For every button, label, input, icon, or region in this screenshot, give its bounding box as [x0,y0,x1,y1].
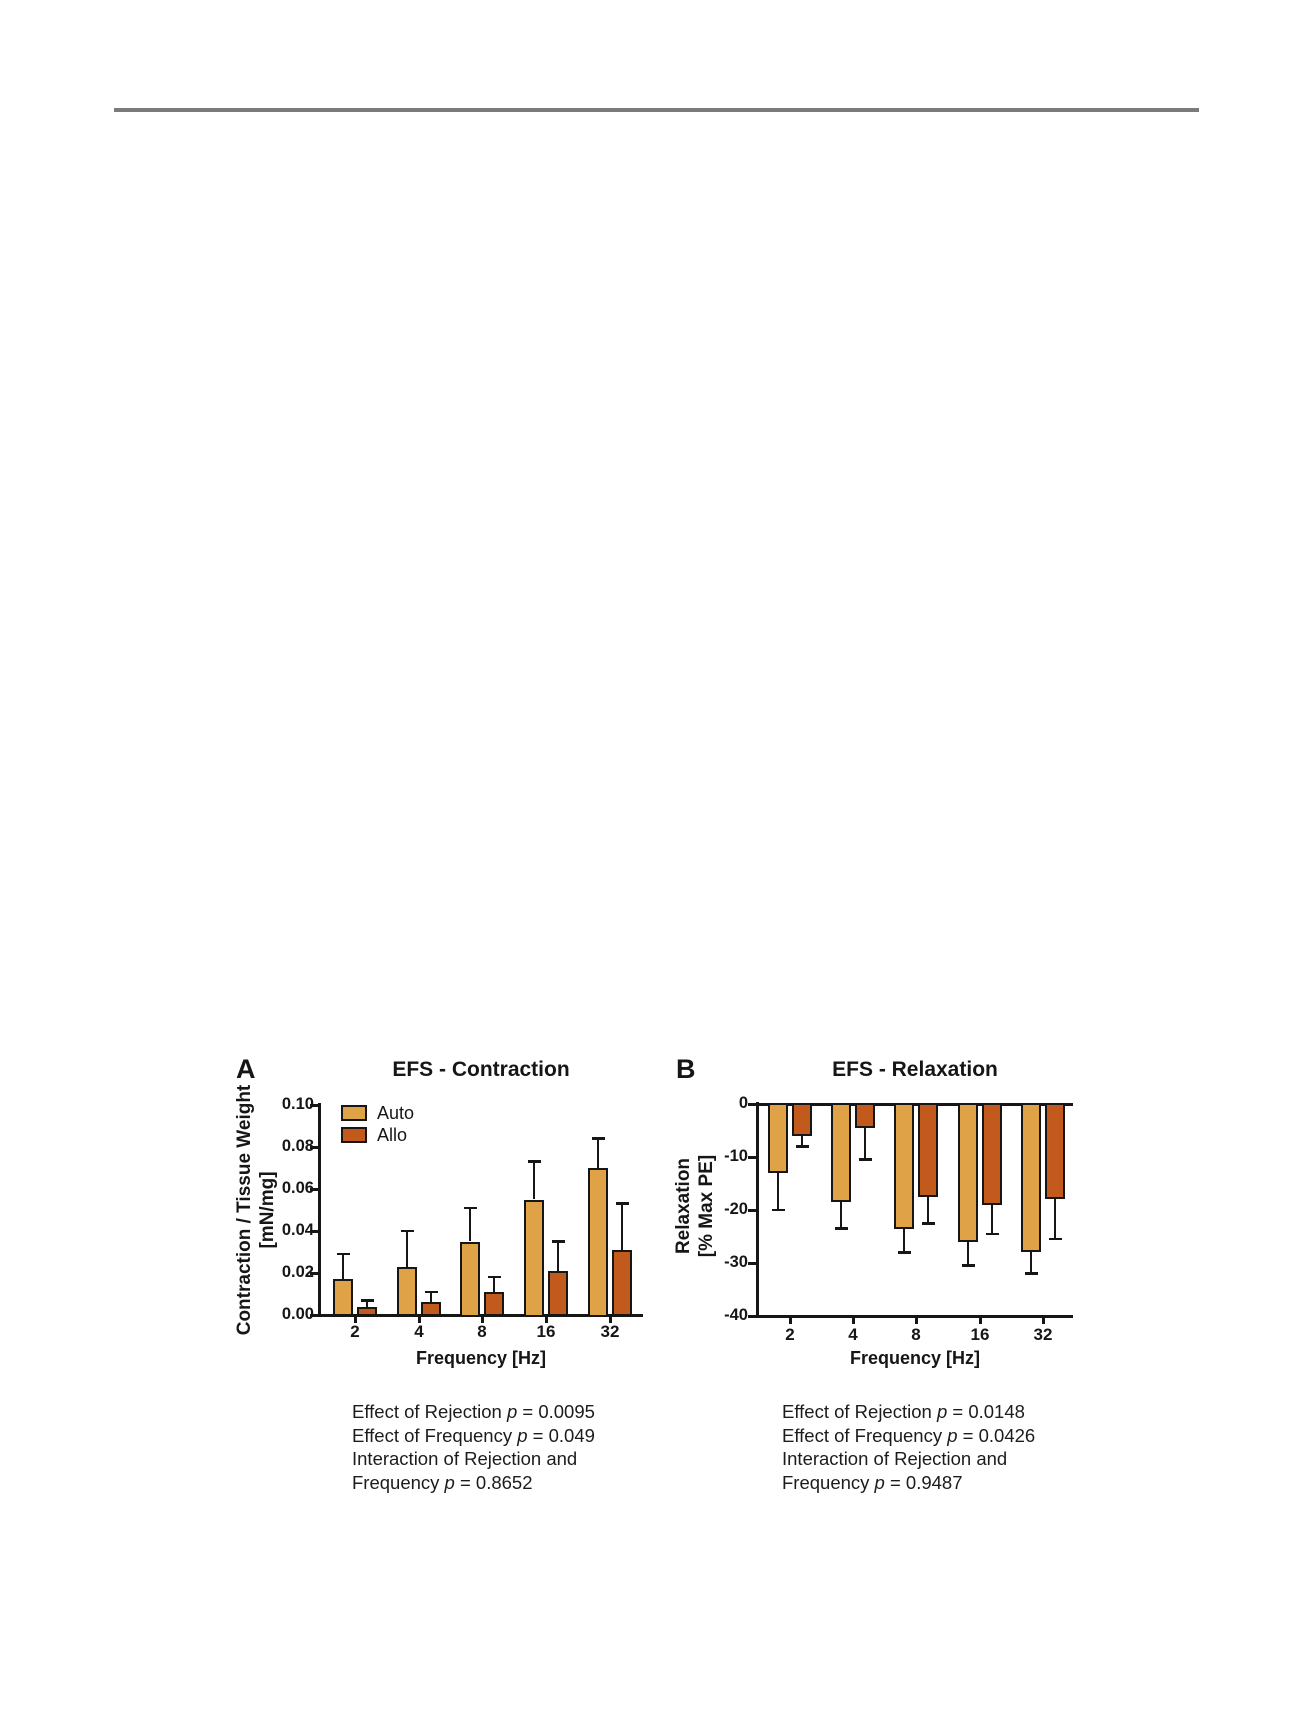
bar-allo-4hz [855,1103,875,1128]
bar-auto-2hz [768,1103,788,1173]
panel-b-y-axis-label-line2: [% Max PE] [696,1154,717,1258]
panel-a-y-axis-label-line1: Contraction / Tissue Weight [234,1084,255,1336]
error-cap-allo-8hz [922,1222,935,1225]
x-tick-label: 8 [911,1325,921,1344]
x-tick-mark [915,1316,918,1324]
bar-allo-8hz [918,1103,938,1197]
error-bar-auto-8hz [903,1229,906,1253]
panel-a-letter: A [236,1054,256,1084]
y-tick-mark [748,1209,757,1212]
x-tick-label: 32 [1033,1325,1053,1344]
x-tick-label: 8 [477,1322,487,1341]
y-tick-label: -20 [724,1200,748,1218]
error-bar-auto-4hz [840,1202,843,1229]
bar-auto-32hz [1021,1103,1041,1253]
error-cap-auto-2hz [772,1209,785,1212]
error-cap-auto-8hz [898,1251,911,1254]
y-tick-mark [748,1156,757,1159]
stats-line: Interaction of Rejection and [352,1448,578,1469]
y-tick-label: 0.10 [281,1095,314,1113]
stats-line: Effect of Rejection p = 0.0095 [352,1401,595,1422]
error-cap-auto-16hz [962,1264,975,1267]
y-tick-label: 0.02 [281,1263,314,1281]
x-tick-label: 2 [785,1325,795,1344]
bar-allo-2hz [792,1103,812,1136]
y-tick-mark [748,1103,757,1106]
panel-b-stats-block [782,1400,1035,1494]
bar-auto-8hz [894,1103,914,1229]
x-tick-mark [1042,1316,1045,1324]
stats-line: Effect of Frequency p = 0.0426 [782,1424,1036,1446]
error-cap-auto-4hz [835,1227,848,1230]
error-cap-allo-2hz [796,1145,809,1148]
panel-b-y-axis-label-line1: Relaxation [673,1157,694,1255]
y-tick-label: 0 [738,1094,748,1112]
panel-a-y-axis-label-line2: [mN/mg] [257,1171,278,1249]
error-bar-allo-8hz [927,1197,930,1224]
error-bar-auto-32hz [1030,1252,1033,1273]
panel-a-x-axis-title: Frequency [Hz] [415,1348,547,1368]
error-cap-auto-32hz [1025,1272,1038,1275]
stats-line: Frequency p = 0.9487 [782,1471,963,1493]
error-cap-allo-16hz [986,1233,999,1236]
x-tick-label: 16 [536,1322,556,1341]
x-tick-mark [852,1316,855,1324]
y-tick-label: 0.06 [281,1179,314,1197]
bar-allo-32hz [1045,1103,1065,1200]
panel-a-title: EFS - Contraction [392,1058,570,1081]
stats-line: Interaction of Rejection and [782,1448,1008,1469]
x-tick-label: 16 [970,1325,990,1344]
stats-line: Frequency p = 0.8652 [352,1471,533,1493]
y-tick-label: -30 [724,1253,748,1271]
error-bar-allo-4hz [864,1128,867,1160]
panel-a-stats-block [352,1400,595,1494]
x-tick-label: 4 [414,1322,424,1341]
legend-label-allo: Allo [377,1125,408,1145]
error-bar-auto-2hz [777,1173,780,1210]
x-tick-mark [789,1316,792,1324]
stats-line: Effect of Frequency p = 0.049 [352,1424,595,1446]
x-tick-label: 32 [600,1322,620,1341]
error-cap-allo-4hz [859,1158,872,1161]
x-tick-label: 4 [848,1325,858,1344]
y-tick-label: 0.00 [281,1305,314,1323]
legend-label-auto: Auto [377,1103,415,1123]
panel-b-x-axis-title: Frequency [Hz] [849,1348,981,1368]
bar-auto-4hz [831,1103,851,1203]
x-tick-label: 2 [350,1322,360,1341]
bar-auto-16hz [958,1103,978,1242]
y-tick-label: 0.04 [281,1221,314,1239]
error-bar-auto-16hz [967,1242,970,1266]
panel-b-title: EFS - Relaxation [832,1058,998,1081]
error-cap-allo-32hz [1049,1238,1062,1241]
bar-allo-16hz [982,1103,1002,1205]
y-tick-label: -10 [724,1147,748,1165]
y-tick-mark [748,1315,757,1318]
error-bar-allo-32hz [1054,1199,1057,1239]
y-tick-label: -40 [724,1306,748,1324]
error-bar-allo-16hz [991,1205,994,1234]
x-tick-mark [979,1316,982,1324]
panel-b-letter: B [676,1054,696,1084]
y-tick-label: 0.08 [281,1137,314,1155]
y-tick-mark [748,1262,757,1265]
stats-line: Effect of Rejection p = 0.0148 [782,1401,1025,1422]
